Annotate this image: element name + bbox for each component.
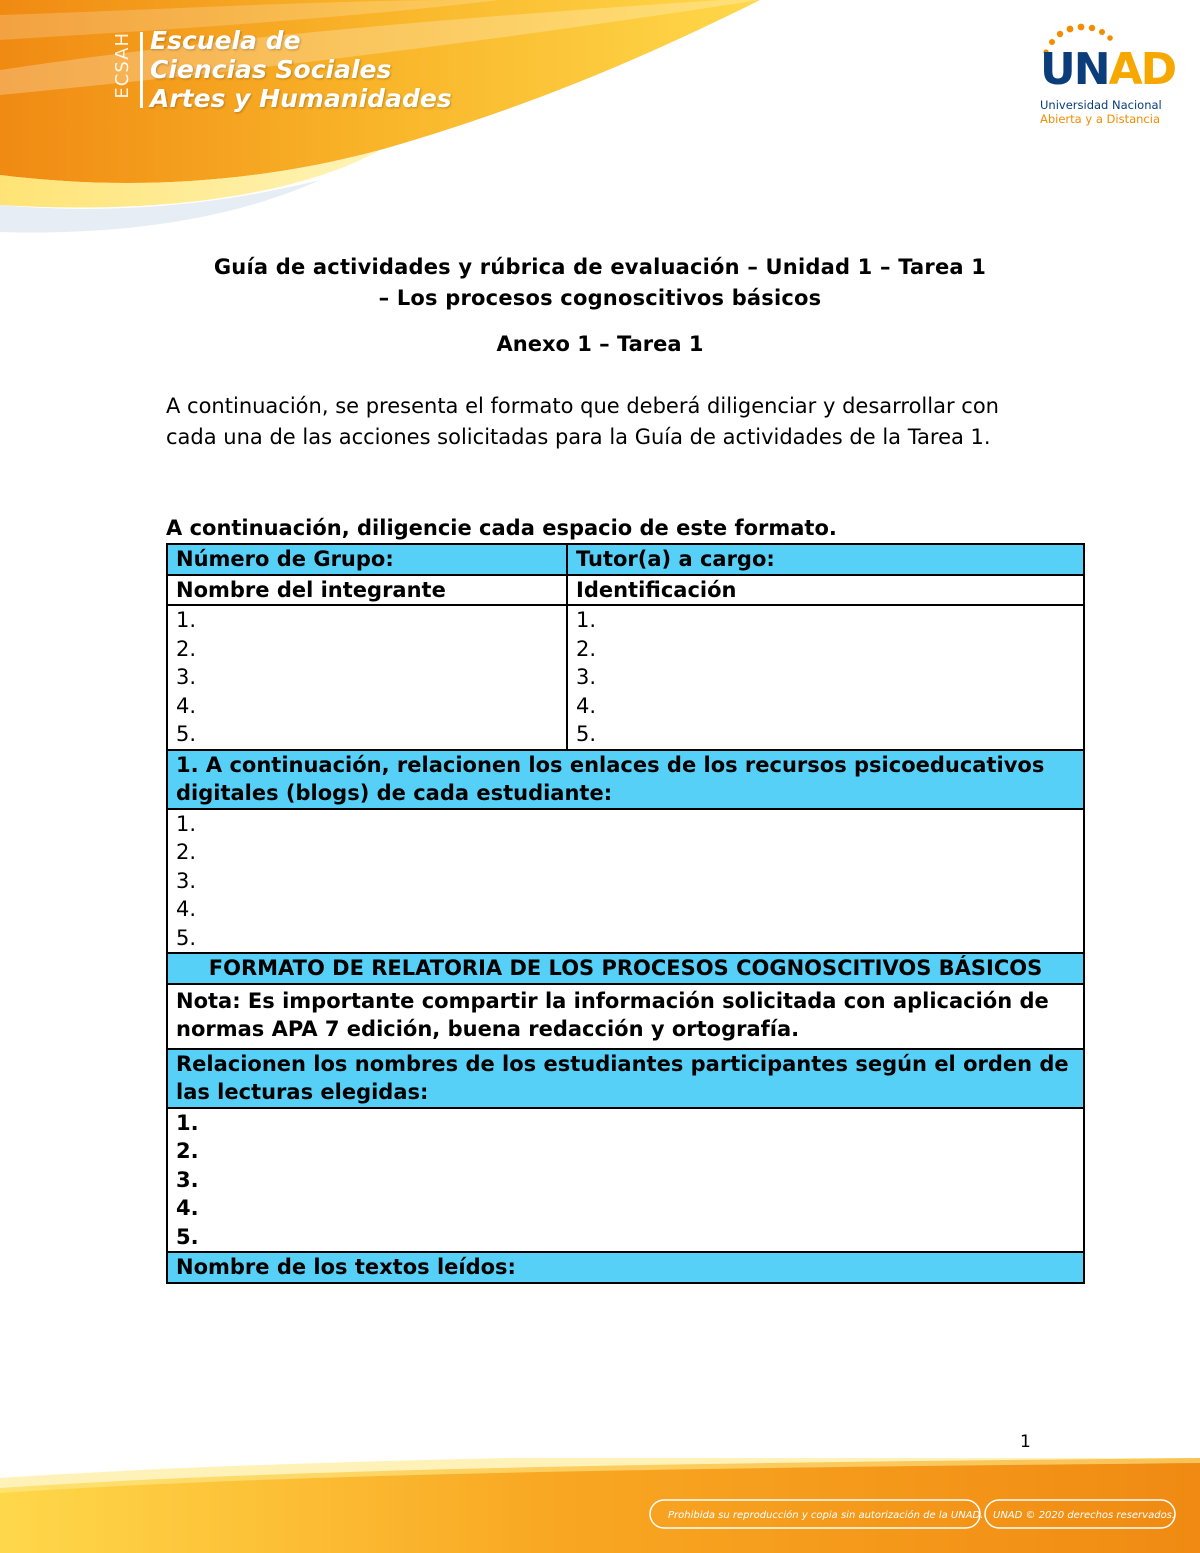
school-name [150, 26, 452, 113]
school-divider [140, 32, 143, 108]
list-item: 1. [576, 608, 597, 632]
list-item: 1. [176, 811, 197, 836]
member-name-header: Nombre del integrante [167, 575, 567, 606]
footer-notice-right: UNAD © 2020 derechos reservados. [993, 1510, 1176, 1521]
school-line-1: Escuela de [150, 26, 301, 55]
group-number-cell[interactable] [167, 544, 567, 575]
identification-list[interactable] [567, 605, 1084, 750]
annex-title: Anexo 1 – Tarea 1 [496, 332, 704, 356]
unad-logo: UNAD [1040, 44, 1176, 95]
school-line-3: Artes y Humanidades [150, 84, 452, 113]
footer-notice-left: Prohibida su reproducción y copia sin autorización de la UNAD. [668, 1510, 984, 1521]
list-item: 5. [576, 722, 597, 746]
texts-read-header: Nombre de los textos leídos: [167, 1252, 1084, 1283]
school-acronym: ECSAH [112, 32, 133, 99]
title-line-2: – Los procesos cognoscitivos básicos [378, 286, 822, 310]
page-number: 1 [1020, 1432, 1031, 1452]
instruction-text: A continuación, diligencie cada espacio de este formato. [166, 516, 837, 540]
list-item: 4. [176, 897, 197, 921]
tutor-label: Tutor(a) a cargo: [576, 547, 775, 571]
title-line-1: Guía de actividades y rúbrica de evaluación – Unidad 1 – Tarea 1 [213, 255, 987, 279]
tutor-cell[interactable] [567, 544, 1084, 575]
list-item: 2. [176, 840, 197, 864]
list-item: 5. [176, 1224, 199, 1249]
document-title [168, 252, 1032, 314]
list-item: 1. [176, 608, 197, 632]
students-order-list[interactable] [167, 1108, 1084, 1253]
list-item: 5. [176, 925, 197, 950]
list-item: 1. [176, 1110, 199, 1135]
list-item: 3. [176, 665, 197, 689]
blog-links-header: 1. A continuación, relacionen los enlaces de los recursos psicoeducativos digitales (blogs) de cada estudiante: [167, 750, 1084, 809]
school-line-2: Ciencias Sociales [150, 55, 392, 84]
list-item: 2. [176, 1139, 199, 1163]
list-item: 4. [576, 693, 597, 718]
list-item: 4. [176, 693, 197, 718]
students-order-header: Relacionen los nombres de los estudiantes participantes según el orden de las lecturas elegidas: [167, 1049, 1084, 1108]
intro-paragraph: A continuación, se presenta el formato que deberá diligenciar y desarrollar con cada una de las acciones solicitadas para la Guía de actividades de la Tarea 1. [166, 394, 999, 449]
member-name-list[interactable] [167, 605, 567, 750]
unad-logo-subtitle: Universidad Nacional Abierta y a Distancia [1040, 98, 1162, 126]
list-item: 2. [576, 636, 597, 661]
identification-header: Identificación [567, 575, 1084, 606]
format-header: FORMATO DE RELATORIA DE LOS PROCESOS COGNOSCITIVOS BÁSICOS [167, 953, 1084, 984]
group-form-table [166, 543, 1085, 1284]
list-item: 4. [176, 1196, 199, 1220]
blog-links-list[interactable] [167, 809, 1084, 954]
list-item: 3. [576, 665, 597, 689]
footer-banner [0, 1458, 1200, 1553]
list-item: 2. [176, 636, 197, 661]
apa-note: Nota: Es importante compartir la información solicitada con aplicación de normas APA 7 edición, buena redacción y ortografía. [167, 984, 1084, 1049]
list-item: 3. [176, 1167, 199, 1192]
list-item: 5. [176, 722, 197, 746]
list-item: 3. [176, 868, 197, 893]
group-number-label: Número de Grupo: [176, 547, 394, 571]
